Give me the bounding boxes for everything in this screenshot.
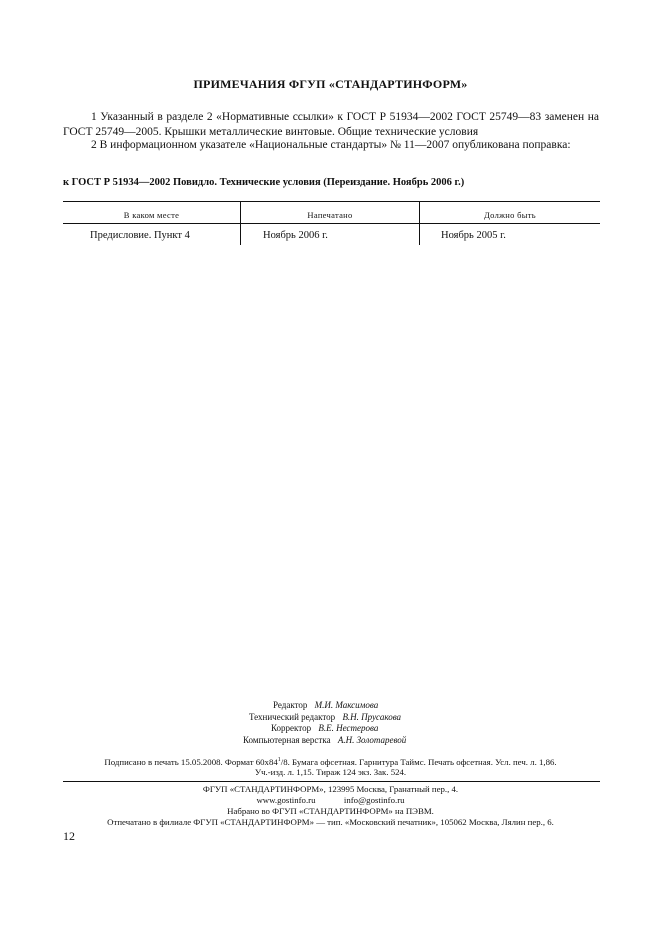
table-header-rule [63,223,600,224]
corrector-name: В.Е. Нестерова [318,723,379,733]
print-info-line-2: Уч.-изд. л. 1,15. Тираж 124 экз. Зак. 524. [254,767,407,777]
table-cell-printed: Ноябрь 2006 г. [263,230,328,241]
publisher-website: www.gostinfo.ru [256,795,316,805]
layout-line [243,735,406,747]
tech-editor-line [249,712,401,724]
table-divider [419,201,420,245]
tech-editor-label: Технический редактор [249,711,336,722]
table-cell-should-be: Ноябрь 2005 г. [441,230,506,241]
editor-line [273,700,378,712]
editor-label: Редактор [273,700,308,710]
table-divider [240,201,241,245]
layout-name: А.Н. Золотаревой [337,734,407,745]
editor-name: М.И. Максимова [314,700,379,710]
format-fraction: 1 [277,757,281,763]
publisher-contacts [0,795,661,807]
publisher-address: ФГУП «СТАНДАРТИНФОРМ», 123995 Москва, Гранатный пер., 4. [202,784,459,794]
table-header-printed: Напечатано [307,210,353,220]
typeset-info: Набрано во ФГУП «СТАНДАРТИНФОРМ» на ПЭВМ. [227,806,434,816]
print-info-details: /8. Бумага офсетная. Гарнитура Таймс. Печать офсетная. Усл. печ. л. 1,86. [280,756,557,767]
note-1: 1 Указанный в разделе 2 «Нормативные ссылки» к ГОСТ Р 51934—2002 ГОСТ 25749—83 заменен на ГОСТ 25749—2005. Крышки металлические винтовые. Общие технические условия [63,111,599,138]
page-number: 12 [63,829,75,843]
corrector-line [271,723,378,735]
table-cell-place: Предисловие. Пункт 4 [90,230,190,241]
layout-label: Компьютерная верстка [243,734,331,745]
footer-rule [63,781,600,782]
printing-info: Отпечатано в филиале ФГУП «СТАНДАРТИНФОРМ» — тип. «Московский печатник», 105062 Москва, Лялин пер., 6. [107,817,554,827]
table-header-should-be: Должно быть [484,210,536,220]
page-title: ПРИМЕЧАНИЯ ФГУП «СТАНДАРТИНФОРМ» [193,77,468,91]
print-info-format: Подписано в печать 15.05.2008. Формат 60x84 [104,756,278,767]
correction-heading: к ГОСТ Р 51934—2002 Повидло. Технические условия (Переиздание. Ноябрь 2006 г.) [63,177,465,188]
tech-editor-name: В.Н. Прусакова [342,711,402,722]
table-top-rule [63,201,600,202]
table-header-place: В каком месте [123,210,180,220]
note-2: 2 В информационном указателе «Национальные стандарты» № 11—2007 опубликована поправка: [91,139,571,151]
publisher-email: info@gostinfo.ru [343,795,405,805]
corrector-label: Корректор [271,723,312,733]
